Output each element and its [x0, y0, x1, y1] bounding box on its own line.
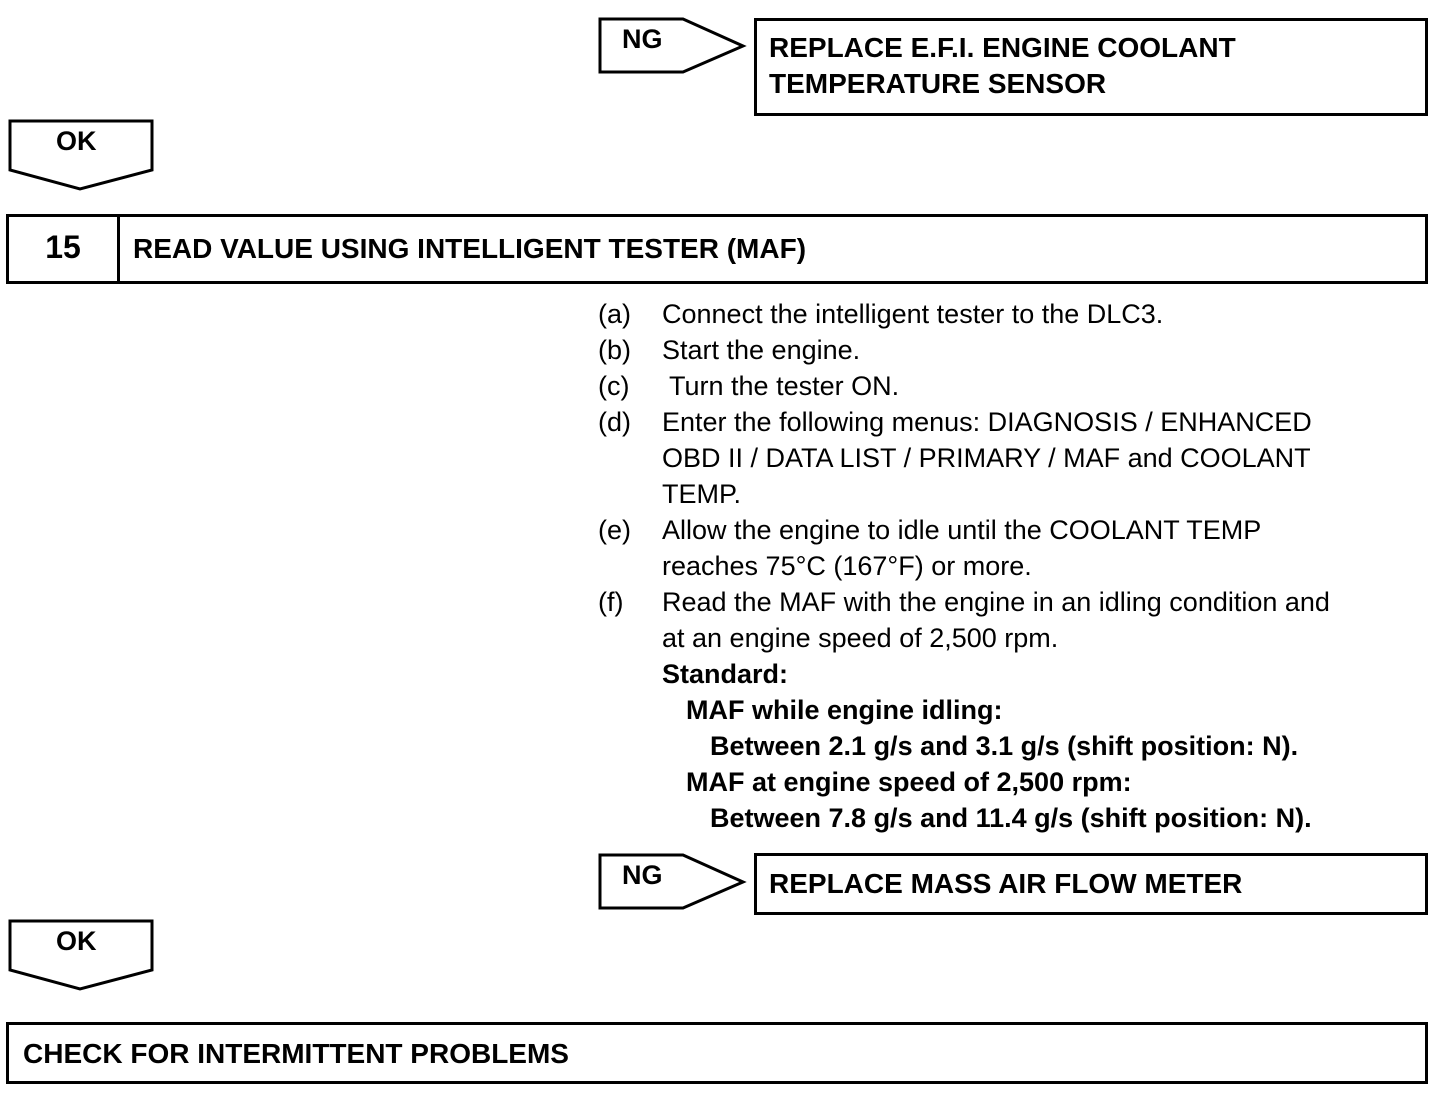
step-label: (b): [598, 335, 631, 365]
step-text: Start the engine.: [662, 335, 861, 365]
ng-result-text-1: [769, 30, 1236, 102]
procedure-steps: [598, 296, 1438, 836]
final-action-box: [6, 1022, 1428, 1084]
ok-label: OK: [56, 926, 97, 956]
final-action-text: CHECK FOR INTERMITTENT PROBLEMS: [23, 1038, 569, 1069]
right-arrow-icon: [598, 16, 748, 76]
step-text-line: Enter the following menus: DIAGNOSIS / ENHANCED: [662, 407, 1312, 437]
step-label: (d): [598, 407, 631, 437]
step-text-line: reaches 75°C (167°F) or more.: [662, 551, 1032, 581]
step-text-line: Allow the engine to idle until the COOLANT TEMP: [662, 515, 1262, 545]
step-text-line: at an engine speed of 2,500 rpm.: [662, 623, 1059, 653]
step-label: (c): [598, 371, 630, 401]
step-f: [598, 584, 1438, 836]
step-c: [598, 368, 1438, 404]
step-text-line: OBD II / DATA LIST / PRIMARY / MAF and COOLANT: [662, 443, 1311, 473]
ng-result-line-1: REPLACE E.F.I. ENGINE COOLANT: [769, 32, 1236, 63]
ok-arrow-1: [8, 118, 156, 192]
standard-rpm-value: Between 7.8 g/s and 11.4 g/s (shift position: N).: [710, 803, 1312, 833]
step-text: Turn the tester ON.: [662, 371, 900, 401]
ng-label: NG: [622, 24, 663, 54]
step-text: Connect the intelligent tester to the DLC3.: [662, 299, 1164, 329]
standard-idle-value: Between 2.1 g/s and 3.1 g/s (shift position: N).: [710, 731, 1299, 761]
ok-arrow-2: [8, 918, 156, 992]
step-label: (f): [598, 587, 624, 617]
step-title: READ VALUE USING INTELLIGENT TESTER (MAF): [133, 233, 807, 264]
ng-result-box-2: [754, 853, 1428, 915]
standard-heading: Standard:: [662, 659, 789, 689]
ng-arrow-2: [598, 852, 748, 910]
step-e: [598, 512, 1438, 584]
standard-idle-heading: MAF while engine idling:: [686, 695, 1003, 725]
step-d: [598, 404, 1438, 512]
ng-result-line-2: TEMPERATURE SENSOR: [769, 68, 1107, 99]
step-text-line: TEMP.: [662, 479, 742, 509]
step-number: 15: [45, 229, 81, 265]
step-divider: [117, 217, 120, 281]
right-arrow-icon: [598, 852, 748, 912]
ok-label: OK: [56, 126, 97, 156]
step-text-line: Read the MAF with the engine in an idling condition and: [662, 587, 1330, 617]
ng-label: NG: [622, 860, 663, 890]
standard-rpm-heading: MAF at engine speed of 2,500 rpm:: [686, 767, 1132, 797]
step-a: [598, 296, 1438, 332]
step-label: (a): [598, 299, 631, 329]
step-b: [598, 332, 1438, 368]
step-header: [6, 214, 1428, 284]
ng-result-text-2: REPLACE MASS AIR FLOW METER: [769, 868, 1243, 899]
ng-result-box-1: [754, 18, 1428, 116]
ng-arrow-1: [598, 16, 748, 74]
step-label: (e): [598, 515, 631, 545]
